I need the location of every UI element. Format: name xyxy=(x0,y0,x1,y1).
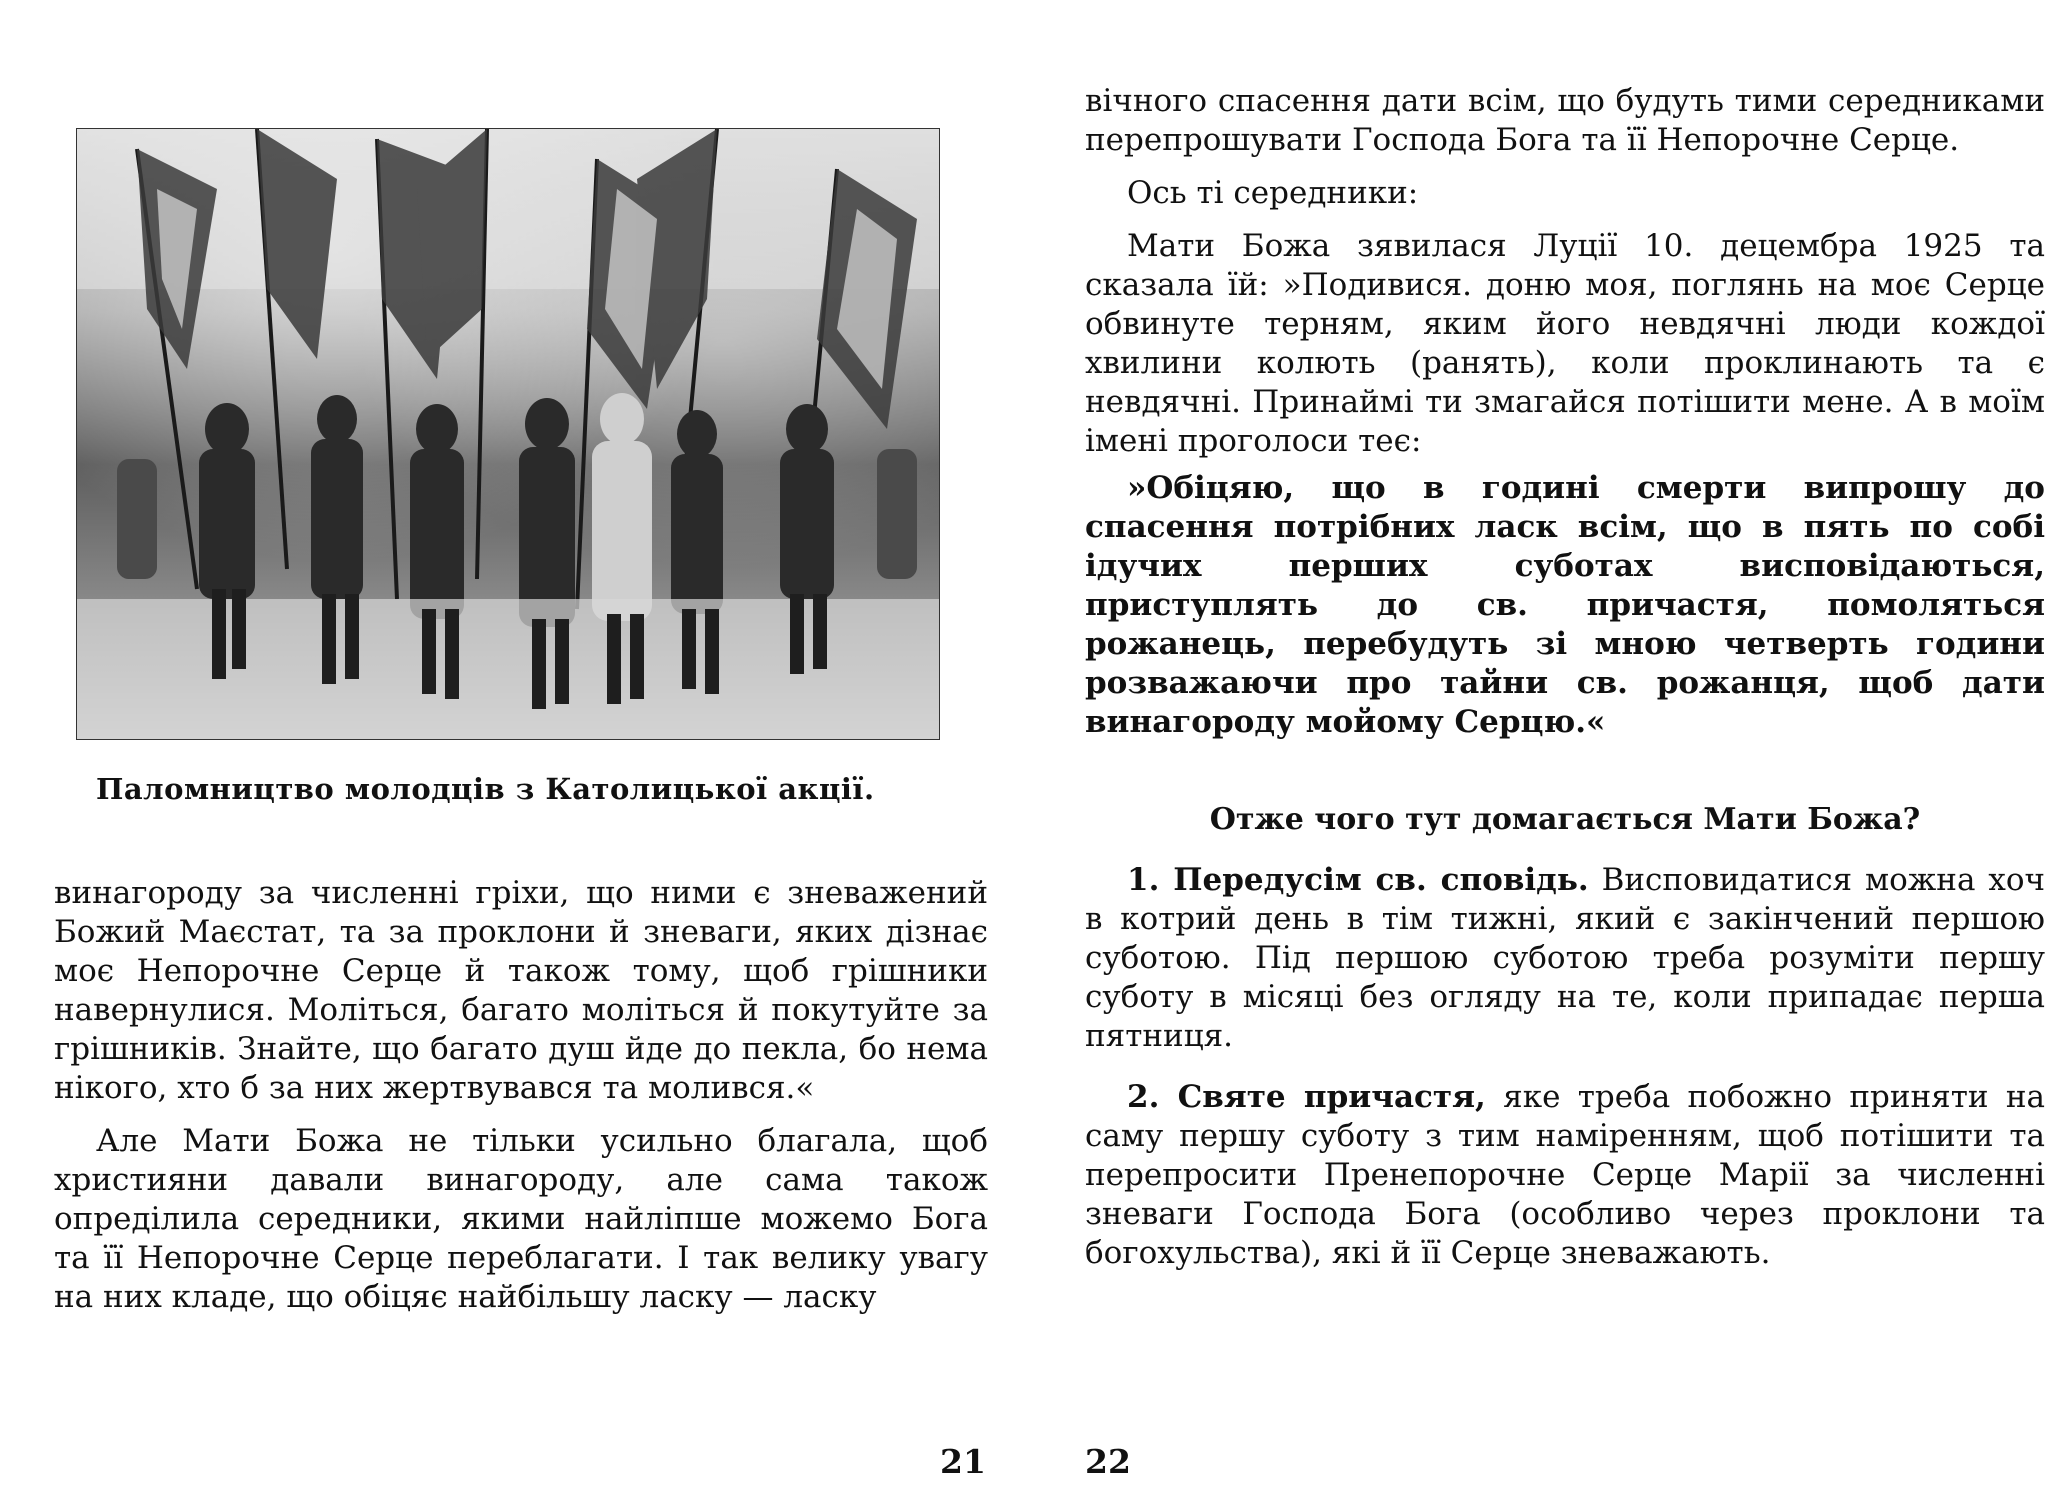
page-number-right: 22 xyxy=(1085,1442,1131,1481)
intro-paragraph: вічного спасення дати всім, що будуть тими середниками перепрошувати Господа Бога та її Непорочне Серце. xyxy=(1085,83,2045,158)
left-paragraph: Але Мати Божа не тільки усильно благала, щоб християни давали винагороду, але сама також опреділила середники, якими найліпше можемо Бога та її Непорочне Серце переблагати. І так велику увагу на них кладе, що обіцяє найбільшу ласку — ласку xyxy=(54,1123,988,1315)
page-number-left: 21 xyxy=(940,1442,986,1481)
left-paragraph: винагороду за численні гріхи, що ними є зневажений Божий Маєстат, та за проклони й зневаги, яких дізнає моє Непорочне Серце й також тому, щоб грішники навернулися. Моліться, багато моліться й покутуйте за грішників. Знайте, що багато душ йде до пекла, бо нема нікого, хто б за них жертвувався та молився.« xyxy=(54,875,988,1106)
list-item-text: яке треба побожно приняти на саму першу суботу з тим наміренням, щоб потішити та перепросити Пренепорочне Серце Марії за численні зневаги Господа Бога (особливо через проклони та богохульства), які й її Серце зневажають. xyxy=(1085,1079,2045,1271)
list-item xyxy=(1085,1078,2045,1273)
photo-illustration xyxy=(77,129,939,739)
left-body-text xyxy=(54,874,988,1317)
pilgrimage-photo xyxy=(76,128,940,740)
list-item-text: Висповидатися можна хоч в котрий день в тім тижні, який є закінчений першою суботою. Під першою суботою треба розуміти першу суботу в місяці без огляду на те, коли припадає перша пятниця. xyxy=(1085,862,2046,1054)
promise-paragraph: »Обіцяю, що в годині смерти випрошу до спасення потрібних ласк всім, що в пять по собі ідучих перших суботах висповідаються, приступлять до св. причастя, помоляться рожанець, перебудуть зі мною четверть години розважаючи про тайни св. рожанця, щоб дати винагороду мойому Серцю.« xyxy=(1085,470,2045,740)
apparition-paragraph: Мати Божа зявилася Луції 10. децембра 1925 та сказала їй: »Подивися. доню моя, поглянь на моє Серце обвинуте терням, яким його невдячні люди кождої хвилини колють (ранять), коли проклинають та є невдячні. Принаймі ти змагайся потішити мене. А в моїм імені проголоси теє: xyxy=(1085,228,2045,459)
means-intro: Ось ті середники: xyxy=(1127,175,1419,211)
list-item-lead: 1. Передусім св. сповідь. xyxy=(1127,862,1589,898)
right-body-text xyxy=(1085,82,2045,1273)
right-page xyxy=(1029,0,2058,1500)
list-item xyxy=(1085,861,2045,1056)
section-heading: Отже чого тут домагається Мати Божа? xyxy=(1209,802,1921,837)
photo-caption: Паломництво молодців з Католицької акції. xyxy=(96,772,875,806)
list-item-lead: 2. Святе причастя, xyxy=(1127,1079,1486,1115)
